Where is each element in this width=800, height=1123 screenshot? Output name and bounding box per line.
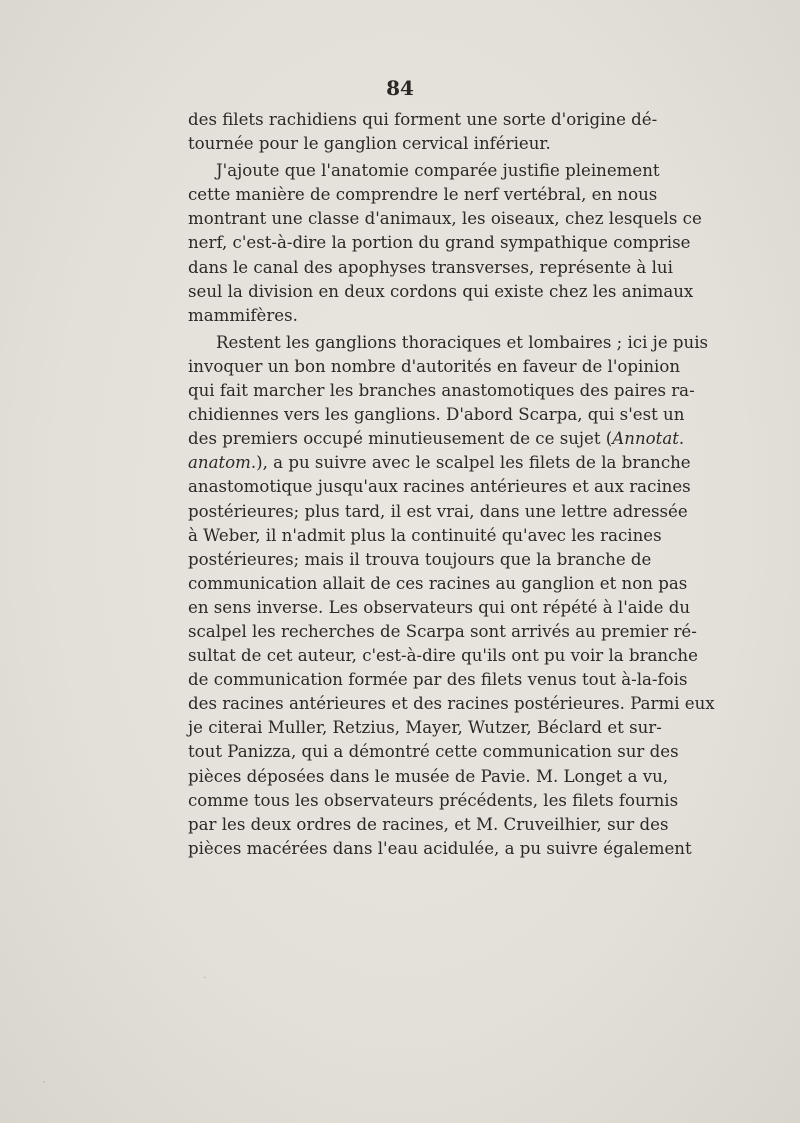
text-line: en sens inverse. Les observateurs qui ont répété à l'aide du	[188, 597, 691, 617]
text-line: communication allait de ces racines au ganglion et non pas	[188, 573, 688, 593]
italic-citation: anatom.	[188, 453, 257, 473]
text-line: je citerai Muller, Retzius, Mayer, Wutzer, Béclard et sur-	[188, 718, 662, 738]
text-line: postérieures; mais il trouva toujours que la branche de	[188, 549, 652, 569]
text-line: des racines antérieures et des racines postérieures. Parmi eux	[188, 694, 715, 714]
italic-citation: Annotat.	[612, 429, 685, 449]
text-line: J'ajoute que l'anatomie comparée justifie pleinement	[216, 161, 660, 181]
text-line: pièces déposées dans le musée de Pavie. M. Longet a vu,	[188, 766, 669, 786]
text-line: nerf, c'est-à-dire la portion du grand sympathique comprise	[188, 233, 691, 253]
text-line: de communication formée par des filets venus tout à-la-fois	[188, 670, 688, 690]
text-line: par les deux ordres de racines, et M. Cruveilhier, sur des	[188, 814, 669, 834]
paper-speck: ·	[42, 1075, 46, 1089]
text-line: tournée pour le ganglion cervical inférieur.	[188, 134, 551, 154]
text-line: mammifères.	[188, 305, 298, 325]
paper-speck: ˏ	[203, 965, 207, 979]
text-line: Restent les ganglions thoraciques et lombaires ; ici je puis	[216, 332, 709, 352]
text-line: des filets rachidiens qui forment une sorte d'origine dé-	[188, 110, 658, 129]
text-line: comme tous les observateurs précédents, les filets fournis	[188, 790, 679, 810]
text-line: pièces macérées dans l'eau acidulée, a pu suivre également	[188, 838, 692, 858]
text-line: qui fait marcher les branches anastomotiques des paires ra-	[188, 381, 695, 401]
text-segment: ), a pu suivre avec le scalpel les filets de la branche	[256, 453, 691, 473]
text-line: à Weber, il n'admit plus la continuité qu'avec les racines	[188, 525, 662, 545]
text-line: sultat de cet auteur, c'est-à-dire qu'ils ont pu voir la branche	[188, 646, 698, 666]
text-line: chidiennes vers les ganglions. D'abord Scarpa, qui s'est un	[188, 405, 685, 425]
text-line-with-italic	[188, 427, 685, 451]
text-line: cette manière de comprendre le nerf vertébral, en nous	[188, 185, 658, 205]
text-line: postérieures; plus tard, il est vrai, dans une lettre adressée	[188, 501, 688, 521]
text-line: montrant une classe d'animaux, les oiseaux, chez lesquels ce	[188, 209, 702, 229]
page-number: 84	[386, 76, 414, 100]
text-segment: des premiers occupé minutieusement de ce sujet (	[188, 429, 613, 449]
body-text	[188, 108, 715, 861]
text-line: tout Panizza, qui a démontré cette communication sur des	[188, 742, 679, 762]
text-line: invoquer un bon nombre d'autorités en faveur de l'opinion	[188, 356, 681, 376]
text-line: anastomotique jusqu'aux racines antérieures et aux racines	[188, 477, 691, 497]
text-line: seul la division en deux cordons qui existe chez les animaux	[188, 281, 694, 301]
text-line-with-italic	[188, 451, 691, 475]
text-line: dans le canal des apophyses transverses, représente à lui	[188, 257, 673, 277]
text-line: scalpel les recherches de Scarpa sont arrivés au premier ré-	[188, 621, 697, 641]
